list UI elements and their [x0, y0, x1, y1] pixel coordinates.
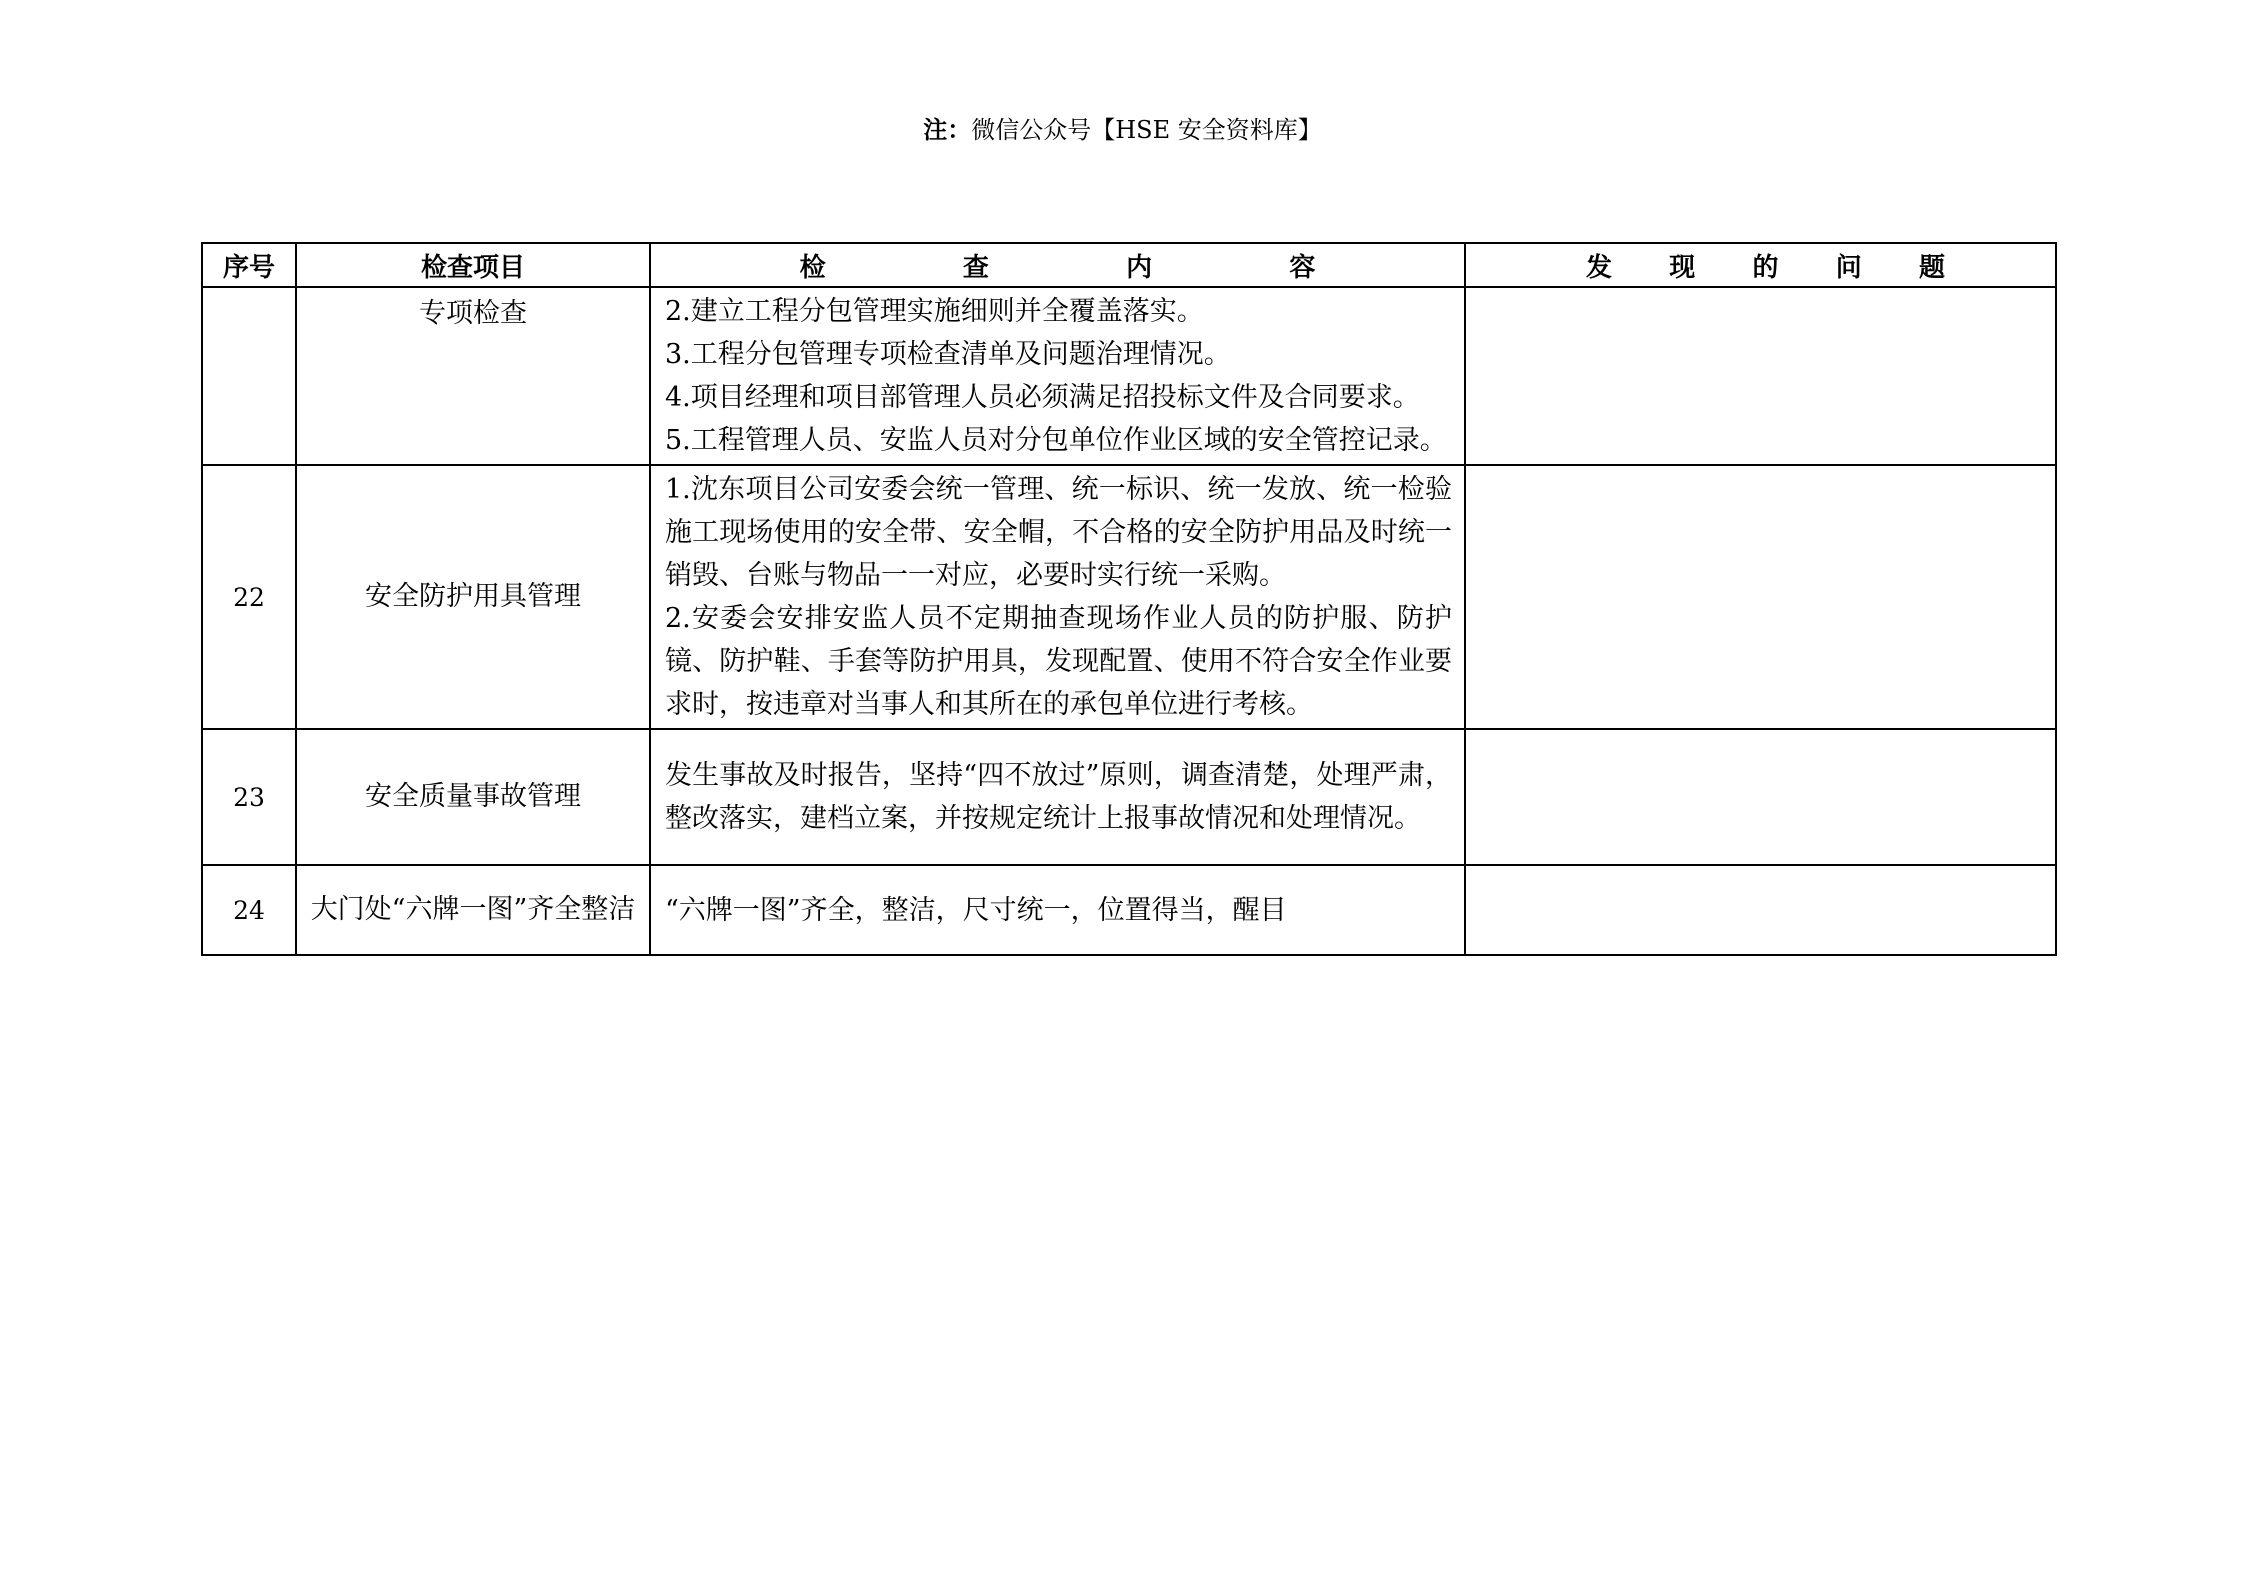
row-content — [650, 865, 1465, 955]
content-line: 3.工程分包管理专项检查清单及问题治理情况。 — [665, 339, 1231, 370]
row-content — [650, 729, 1465, 865]
row-findings[interactable] — [1465, 287, 2056, 465]
header-findings-char: 题 — [1918, 252, 1945, 283]
content-line: 5.工程管理人员、安监人员对分包单位作业区域的安全管控记录。 — [665, 425, 1447, 456]
row-seq: 22 — [202, 465, 296, 729]
row-item: 专项检查 — [296, 287, 650, 465]
row-seq: 24 — [202, 865, 296, 955]
content-line: 4.项目经理和项目部管理人员必须满足招投标文件及合同要求。 — [665, 382, 1420, 413]
content-line: 1.沈东项目公司安委会统一管理、统一标识、统一发放、统一检验施工现场使用的安全带、安全帽，不合格的安全防护用品及时统一销毁、台账与物品一一对应，必要时实行统一采购。 — [665, 474, 1452, 591]
header-findings-char: 的 — [1752, 252, 1779, 283]
header-item: 检查项目 — [296, 243, 650, 287]
row-seq — [202, 287, 296, 465]
row-item: 安全质量事故管理 — [296, 729, 650, 865]
note-text: 微信公众号【HSE 安全资料库】 — [971, 116, 1322, 144]
table-row — [202, 729, 2056, 865]
table-header-row — [202, 243, 2056, 287]
table-row — [202, 287, 2056, 465]
page-note — [0, 112, 2245, 148]
header-findings — [1465, 243, 2056, 287]
table-row — [202, 865, 2056, 955]
row-findings[interactable] — [1465, 729, 2056, 865]
inspection-table — [201, 242, 2057, 956]
header-content-char: 内 — [1126, 252, 1153, 283]
row-content — [650, 465, 1465, 729]
content-line: 2.安委会安排安监人员不定期抽查现场作业人员的防护服、防护镜、防护鞋、手套等防护用具，发现配置、使用不符合安全作业要求时，按违章对当事人和其所在的承包单位进行考核。 — [665, 603, 1452, 720]
row-seq: 23 — [202, 729, 296, 865]
header-seq: 序号 — [202, 243, 296, 287]
content-line: 发生事故及时报告，坚持“四不放过”原则，调查清楚，处理严肃，整改落实，建档立案，并按规定统计上报事故情况和处理情况。 — [665, 760, 1452, 834]
header-findings-char: 问 — [1835, 252, 1862, 283]
header-content-char: 检 — [799, 252, 826, 283]
content-line: “六牌一图”齐全，整洁，尺寸统一，位置得当，醒目 — [665, 894, 1287, 926]
row-item: 安全防护用具管理 — [296, 465, 650, 729]
content-line: 2.建立工程分包管理实施细则并全覆盖落实。 — [665, 296, 1204, 327]
table-row — [202, 465, 2056, 729]
row-content — [650, 287, 1465, 465]
row-item: 大门处“六牌一图”齐全整洁 — [296, 865, 650, 955]
header-content-char: 容 — [1289, 252, 1316, 283]
note-label: 注： — [923, 115, 972, 144]
header-findings-char: 现 — [1669, 252, 1696, 283]
header-findings-char: 发 — [1586, 252, 1613, 283]
row-findings[interactable] — [1465, 465, 2056, 729]
header-content — [650, 243, 1465, 287]
row-findings[interactable] — [1465, 865, 2056, 955]
header-content-char: 查 — [962, 252, 989, 283]
